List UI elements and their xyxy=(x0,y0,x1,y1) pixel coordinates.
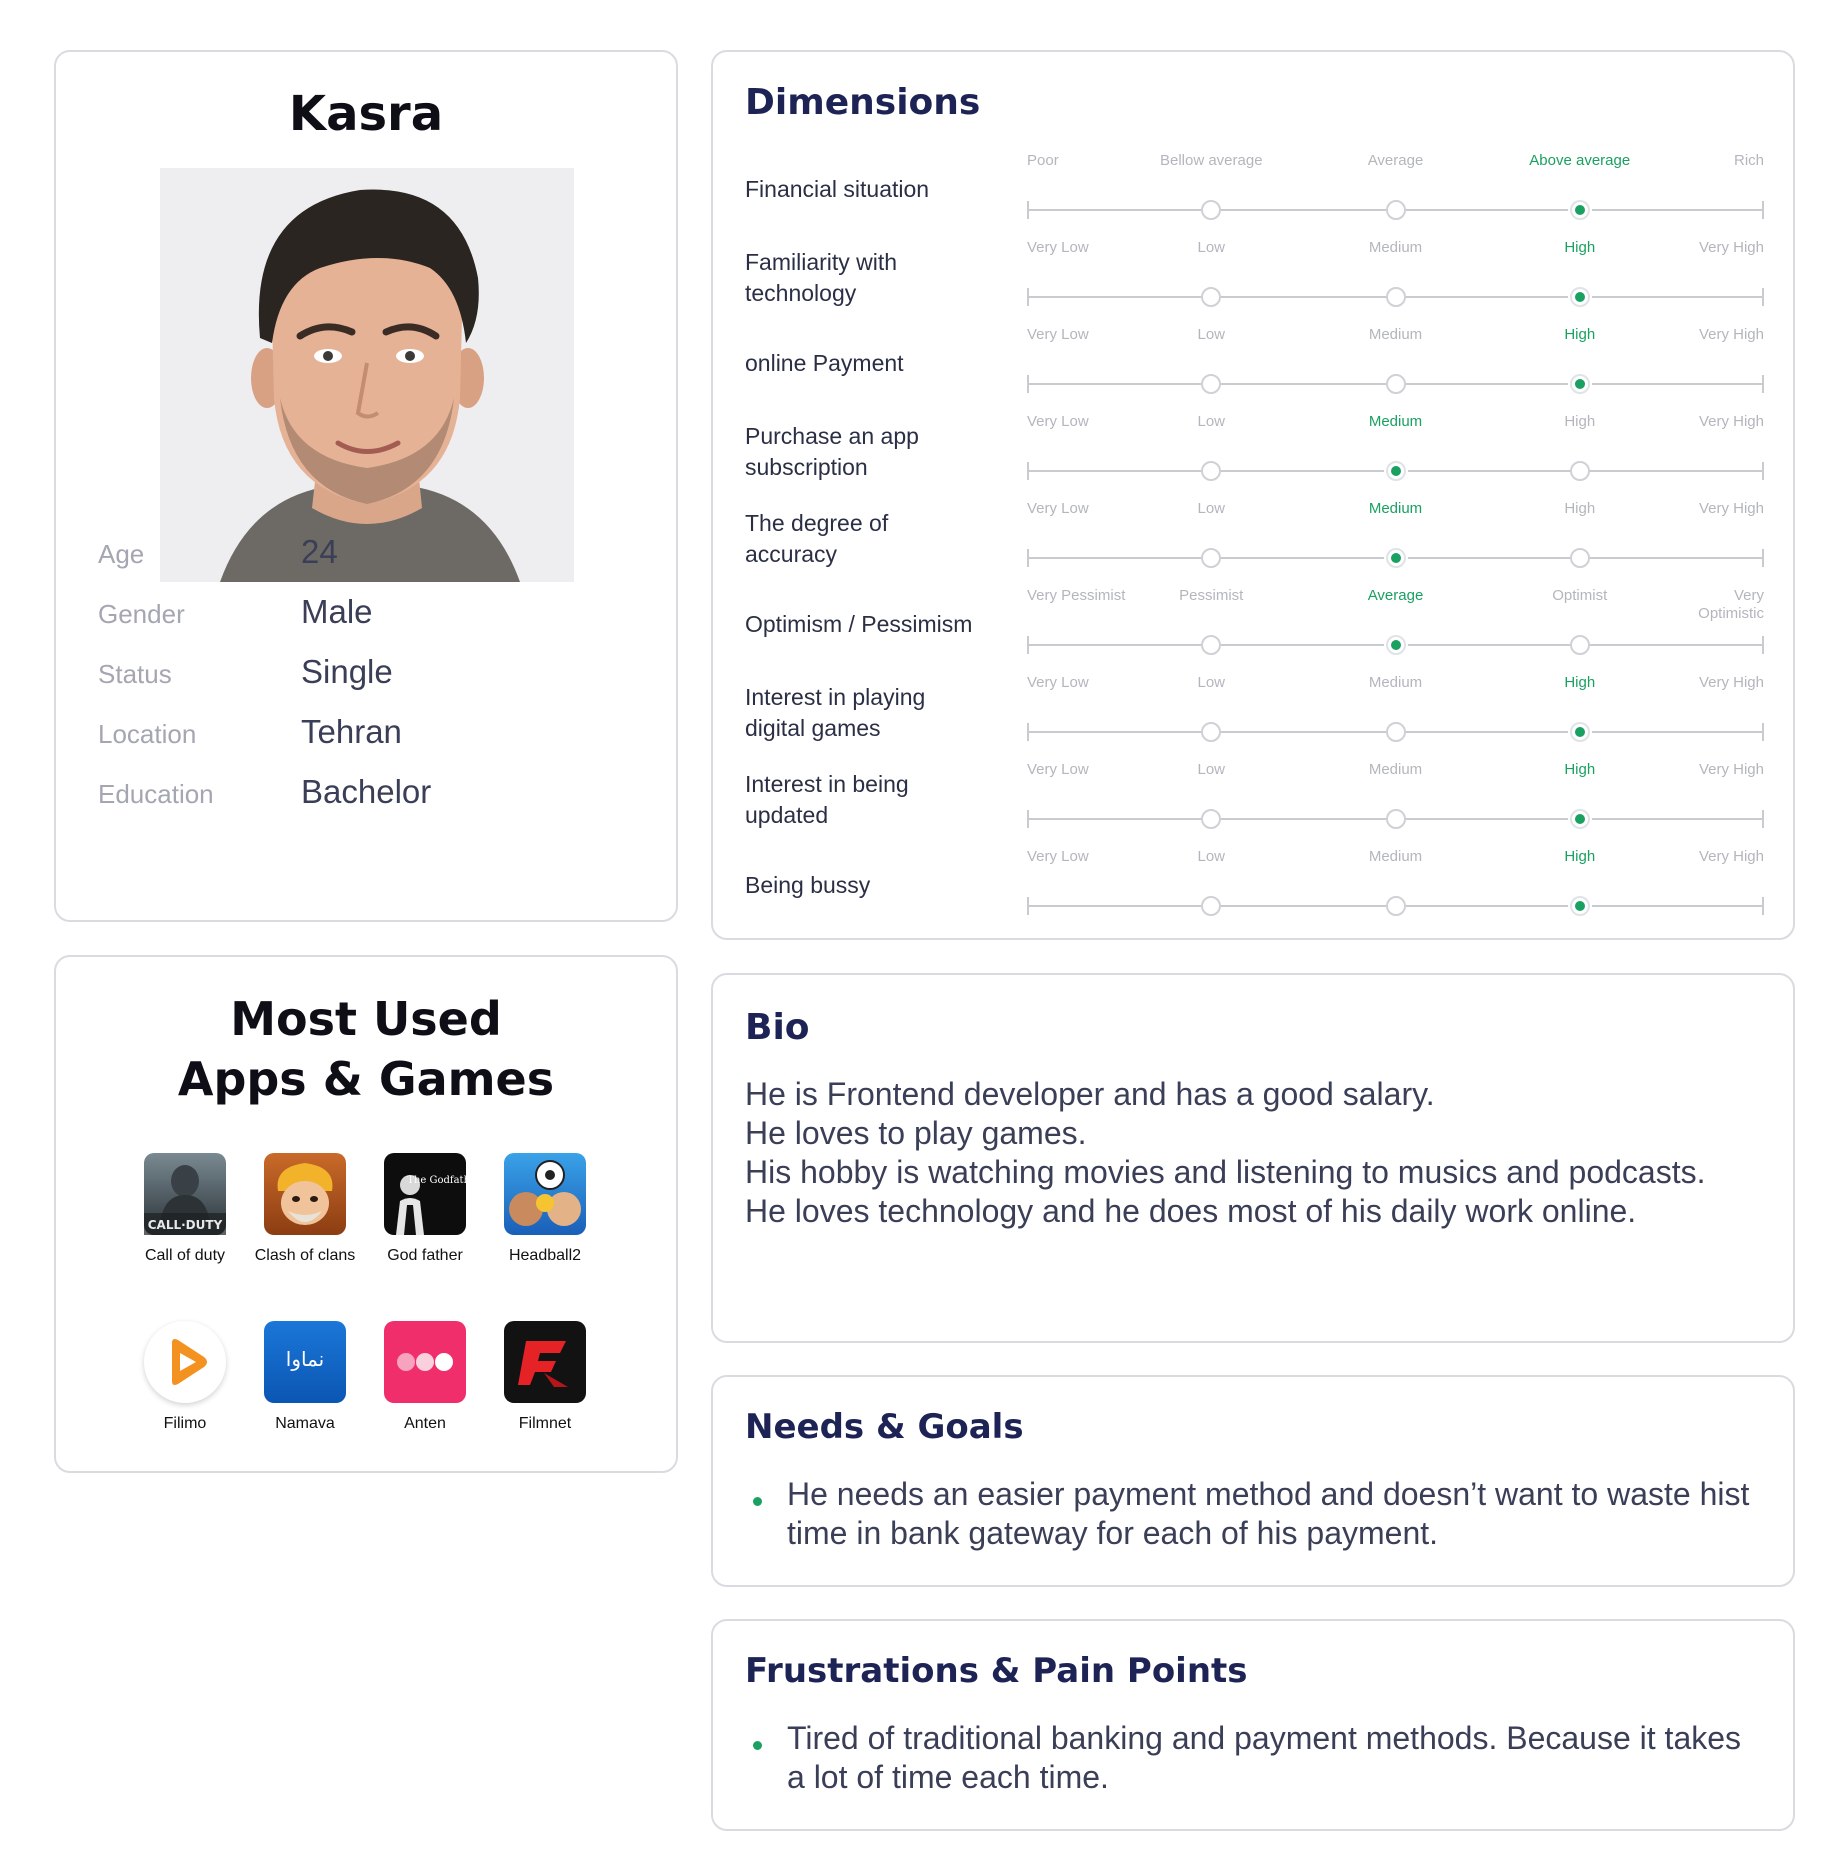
apps-title-line2: Apps & Games xyxy=(177,1052,555,1106)
info-row-age xyxy=(56,529,676,579)
info-row-status xyxy=(56,649,676,699)
bio-line: He loves to play games. xyxy=(745,1115,1087,1151)
info-value: Single xyxy=(301,653,393,690)
needs-item xyxy=(745,1475,1765,1553)
info-row-location xyxy=(56,709,676,759)
dimension-track-cap xyxy=(1027,288,1029,306)
dimension-dot[interactable] xyxy=(1201,287,1221,307)
dimension-track-cap xyxy=(1027,462,1029,480)
app-label: Filmnet xyxy=(518,1415,572,1432)
dimension-selected-dot[interactable] xyxy=(1570,896,1590,916)
app-label: Anten xyxy=(404,1415,446,1432)
dimension-label: online Payment xyxy=(745,350,904,376)
dimension-label: Optimism / Pessimism xyxy=(745,611,973,637)
dimension-tick-label: Low xyxy=(1197,674,1226,691)
dimension-track-cap xyxy=(1027,897,1029,915)
dimension-tick-label: Low xyxy=(1197,761,1226,778)
info-label: Location xyxy=(98,719,197,749)
dimension-selected-dot[interactable] xyxy=(1386,548,1406,568)
dimension-row xyxy=(713,761,1793,848)
dimension-tick-label: Very Low xyxy=(1027,500,1089,517)
persona-name: Kasra xyxy=(288,86,444,142)
dimension-selected-dot[interactable] xyxy=(1570,374,1590,394)
app-filmnet[interactable] xyxy=(485,1321,605,1433)
dimension-selected-dot[interactable] xyxy=(1570,722,1590,742)
dimension-selected-dot[interactable] xyxy=(1570,809,1590,829)
info-value: 24 xyxy=(301,533,338,570)
dimension-row xyxy=(713,239,1793,326)
namava-logo-text: نماوا xyxy=(285,1347,325,1371)
dimension-track-cap xyxy=(1027,375,1029,393)
dimension-dot[interactable] xyxy=(1386,287,1406,307)
app-clash-of-clans[interactable] xyxy=(245,1153,365,1265)
dimension-tick-label: Low xyxy=(1197,326,1226,343)
dimension-selected-dot[interactable] xyxy=(1386,461,1406,481)
dimension-dot[interactable] xyxy=(1201,896,1221,916)
bullet-dot xyxy=(753,1497,762,1506)
dimension-tick-label: Rich xyxy=(1733,152,1764,169)
bio-text xyxy=(745,1075,1765,1231)
dimension-row xyxy=(713,500,1793,587)
dimension-tick-label: Optimist xyxy=(1552,587,1608,604)
frustrations-title: Frustrations & Pain Points xyxy=(745,1651,1248,1691)
dimension-row xyxy=(713,587,1793,674)
god-father-icon xyxy=(384,1153,481,1235)
bio-line: He loves technology and he does most of his daily work online. xyxy=(745,1193,1637,1229)
bio-card xyxy=(711,973,1795,1343)
dimension-row xyxy=(713,674,1793,761)
dimension-track-cap xyxy=(1762,897,1764,915)
dimension-tick-label: High xyxy=(1564,500,1596,517)
dimensions-title: Dimensions xyxy=(745,82,981,123)
dimension-row xyxy=(713,413,1793,500)
apps-title xyxy=(56,989,676,1109)
dimension-tick-label: Low xyxy=(1197,848,1226,865)
dimensions-card xyxy=(711,50,1795,940)
app-namava[interactable] xyxy=(245,1321,365,1433)
dimension-tick-label: High xyxy=(1564,326,1596,343)
dimension-tick-label: Very Low xyxy=(1027,239,1089,256)
frustrations-card xyxy=(711,1619,1795,1831)
dimension-track-cap xyxy=(1027,810,1029,828)
dimension-tick-label: Very Low xyxy=(1027,326,1089,343)
dimension-tick-label: High xyxy=(1564,761,1596,778)
dimension-row xyxy=(713,848,1793,935)
dimension-track-cap xyxy=(1762,462,1764,480)
app-label: Clash of clans xyxy=(254,1247,356,1264)
dimension-dot[interactable] xyxy=(1201,461,1221,481)
dimension-tick-label: Pessimist xyxy=(1179,587,1244,604)
dimension-dot[interactable] xyxy=(1386,374,1406,394)
dimension-tick-label: High xyxy=(1564,848,1596,865)
apps-card xyxy=(54,955,678,1473)
app-label: God father xyxy=(387,1247,463,1264)
dimension-label: Being bussy xyxy=(745,872,871,898)
app-anten[interactable] xyxy=(365,1321,485,1433)
avatar xyxy=(160,168,574,582)
dimension-selected-dot[interactable] xyxy=(1570,287,1590,307)
filmnet-icon xyxy=(504,1321,586,1403)
dimension-tick-label: High xyxy=(1564,413,1596,430)
dimension-tick-label: Very High xyxy=(1698,239,1764,256)
dimension-dot[interactable] xyxy=(1386,722,1406,742)
dimension-tick-label: Very High xyxy=(1698,413,1764,430)
dimension-track-cap xyxy=(1762,375,1764,393)
info-row-gender xyxy=(56,589,676,639)
dimension-tick-label: Very High xyxy=(1698,761,1764,778)
app-label: Filimo xyxy=(163,1415,207,1432)
app-call-of-duty[interactable] xyxy=(125,1153,245,1265)
dimension-tick-label: Bellow average xyxy=(1159,152,1263,169)
dimension-row xyxy=(713,326,1793,413)
bio-line: He is Frontend developer and has a good salary. xyxy=(745,1076,1435,1112)
dimension-dot[interactable] xyxy=(1386,200,1406,220)
dimension-tick-label: Very Pessimist xyxy=(1027,587,1126,604)
dimension-tick-label: Medium xyxy=(1368,848,1423,865)
dimension-tick-label: Very High xyxy=(1698,500,1764,517)
info-label: Education xyxy=(98,779,214,809)
dimension-dot[interactable] xyxy=(1201,548,1221,568)
dimension-tick-label: Medium xyxy=(1368,239,1423,256)
dimension-tick-label: Medium xyxy=(1368,326,1423,343)
dimension-tick-label: High xyxy=(1564,674,1596,691)
dimension-label: Interest in being updated xyxy=(745,771,909,828)
dimension-dot[interactable] xyxy=(1386,896,1406,916)
dimension-tick-label: Very Low xyxy=(1027,848,1089,865)
namava-icon xyxy=(264,1321,346,1403)
dimension-track-cap xyxy=(1762,636,1764,654)
dimension-tick-label: Low xyxy=(1197,500,1226,517)
dimension-tick-label: Low xyxy=(1197,239,1226,256)
dimension-track-cap xyxy=(1027,723,1029,741)
dimension-dot[interactable] xyxy=(1570,548,1590,568)
dimension-tick-label: Above average xyxy=(1529,152,1631,169)
dimension-dot[interactable] xyxy=(1201,374,1221,394)
app-god-father[interactable] xyxy=(365,1153,485,1265)
info-row-education xyxy=(56,769,676,819)
info-label: Status xyxy=(98,659,172,689)
dimension-tick-label: Medium xyxy=(1368,500,1423,517)
dimension-dot[interactable] xyxy=(1570,461,1590,481)
dimension-tick-label: Average xyxy=(1367,587,1424,604)
dimension-selected-dot[interactable] xyxy=(1386,635,1406,655)
dimension-tick-label: Very Low xyxy=(1027,674,1089,691)
frustrations-item-text: Tired of traditional banking and payment methods. Because it takes a lot of time each time. xyxy=(787,1720,1742,1795)
app-label: Namava xyxy=(275,1415,335,1432)
dimension-label: Purchase an app subscription xyxy=(745,423,919,480)
godfather-logo-text: The Godfather xyxy=(407,1175,481,1186)
dimension-tick-label: Low xyxy=(1197,413,1226,430)
dimension-dot[interactable] xyxy=(1386,809,1406,829)
dimension-dot[interactable] xyxy=(1570,635,1590,655)
dimension-tick-label: High xyxy=(1564,239,1596,256)
dimension-label: Interest in playing digital games xyxy=(745,684,926,741)
dimension-track-cap xyxy=(1762,810,1764,828)
dimension-selected-dot[interactable] xyxy=(1570,200,1590,220)
bio-line: His hobby is watching movies and listening to musics and podcasts. xyxy=(745,1154,1706,1190)
dimension-tick-label: Very Low xyxy=(1027,761,1089,778)
needs-card xyxy=(711,1375,1795,1587)
needs-title: Needs & Goals xyxy=(745,1407,1024,1447)
needs-item-text: He needs an easier payment method and doesn’t want to waste hist time in bank gateway for each of his payment. xyxy=(787,1476,1750,1551)
dimension-tick-label: Average xyxy=(1367,152,1424,169)
apps-title-line1: Most Used xyxy=(230,992,502,1046)
dimension-track-cap xyxy=(1027,636,1029,654)
app-label: Headball2 xyxy=(508,1247,582,1264)
frustrations-item xyxy=(745,1719,1765,1797)
dimension-track-cap xyxy=(1762,201,1764,219)
dimension-track-cap xyxy=(1027,549,1029,567)
cod-logo-text: CALL·DUTY xyxy=(147,1218,223,1232)
dimension-label: Financial situation xyxy=(745,176,930,202)
bullet-dot xyxy=(753,1741,762,1750)
clash-of-clans-icon xyxy=(264,1153,346,1235)
app-filimo[interactable] xyxy=(125,1321,245,1433)
dimension-track-cap xyxy=(1762,549,1764,567)
dimension-dot[interactable] xyxy=(1201,635,1221,655)
dimension-track-cap xyxy=(1027,201,1029,219)
dimension-tick-label: Very Low xyxy=(1027,413,1089,430)
dimension-row xyxy=(713,152,1793,239)
dimension-dot[interactable] xyxy=(1201,200,1221,220)
dimension-tick-label: Medium xyxy=(1368,674,1423,691)
dimension-tick-label: Very High xyxy=(1698,848,1764,865)
dimension-tick-label: Medium xyxy=(1368,413,1423,430)
app-headball2[interactable] xyxy=(485,1153,605,1265)
dimension-label: The degree of accuracy xyxy=(745,510,889,567)
dimension-tick-label: Very High xyxy=(1698,326,1764,343)
dimension-label: Familiarity with technology xyxy=(745,249,898,306)
call-of-duty-icon xyxy=(144,1153,226,1235)
dimension-tick-label: Very High xyxy=(1698,674,1764,691)
bio-title: Bio xyxy=(745,1007,810,1048)
dimension-track-cap xyxy=(1762,723,1764,741)
info-value: Tehran xyxy=(301,713,402,750)
info-label: Gender xyxy=(98,599,185,629)
dimension-tick-label: Very Optimistic xyxy=(1698,587,1764,622)
dimension-track-cap xyxy=(1762,288,1764,306)
info-label: Age xyxy=(98,539,145,569)
dimension-dot[interactable] xyxy=(1201,722,1221,742)
dimension-tick-label: Medium xyxy=(1368,761,1423,778)
dimension-tick-label: Poor xyxy=(1027,152,1059,169)
anten-icon xyxy=(384,1321,466,1403)
filimo-icon xyxy=(144,1321,226,1403)
info-value: Male xyxy=(301,593,373,630)
app-label: Call of duty xyxy=(144,1247,226,1264)
headball2-icon xyxy=(504,1153,586,1235)
profile-card xyxy=(54,50,678,922)
dimension-dot[interactable] xyxy=(1201,809,1221,829)
info-value: Bachelor xyxy=(301,773,432,810)
